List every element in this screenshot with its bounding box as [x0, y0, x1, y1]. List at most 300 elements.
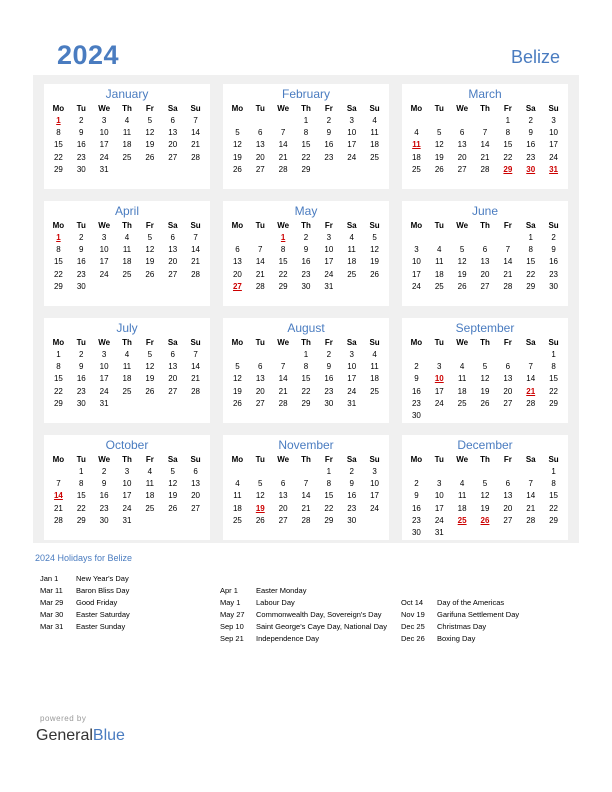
weekday-header: Su [548, 221, 559, 230]
day-cell: 20 [255, 386, 265, 396]
weekday-header: Sa [525, 455, 536, 464]
day-cell: 31 [324, 281, 334, 291]
day-cell: 11 [435, 257, 444, 267]
month-august [223, 318, 389, 423]
holiday-column [40, 573, 130, 633]
weekday-header: We [456, 455, 469, 464]
holiday-name: Easter Monday [256, 586, 307, 595]
holiday-date: Mar 30 [40, 610, 64, 619]
holiday-row [401, 621, 519, 633]
day-cell: 25 [232, 515, 242, 525]
day-cell: 19 [370, 257, 380, 267]
weekday-header: Su [190, 338, 201, 347]
day-cell: 14 [278, 374, 288, 384]
day-cell: 26 [232, 164, 242, 174]
weekday-header: Sa [346, 338, 357, 347]
holiday-name: New Year's Day [76, 574, 129, 583]
weekday-header: Th [480, 221, 490, 230]
day-cell: 28 [191, 269, 201, 279]
day-cell: 12 [457, 257, 467, 267]
holiday-row [40, 585, 130, 597]
weekday-header: We [456, 221, 469, 230]
day-cell: 5 [147, 350, 153, 359]
day-cell: 4 [235, 479, 240, 489]
holiday-row [220, 597, 387, 609]
weekday-header: Mo [231, 104, 244, 113]
day-cell: 17 [434, 386, 444, 396]
day-cell: 11 [122, 245, 132, 255]
day-cell: 29 [526, 281, 536, 291]
day-cell: 20 [168, 140, 178, 150]
day-cell: 14 [191, 362, 201, 372]
day-cell: 6 [258, 362, 263, 372]
day-cell: 22 [301, 152, 311, 162]
day-cell: 11 [122, 362, 132, 372]
day-cell: 1 [528, 233, 533, 242]
day-cell: 10 [122, 479, 132, 489]
holiday-date: Nov 19 [401, 610, 425, 619]
holiday-row [40, 597, 130, 609]
day-cell: 19 [232, 386, 242, 396]
day-cell: 16 [324, 140, 334, 150]
day-cell: 24 [99, 386, 109, 396]
day-cell: 9 [79, 245, 84, 255]
day-cell: 31 [122, 515, 132, 525]
day-cell: 14 [503, 257, 513, 267]
day-grid [223, 220, 389, 293]
day-cell: 28 [526, 515, 536, 525]
day-cell: 15 [549, 491, 559, 501]
day-cell: 10 [324, 245, 334, 255]
day-cell: 23 [411, 515, 421, 525]
holiday-row [401, 609, 519, 621]
day-cell: 6 [170, 350, 175, 359]
day-cell: 18 [370, 140, 380, 150]
holiday-row [220, 621, 387, 633]
day-cell: 1 [79, 467, 84, 476]
day-cell: 25 [370, 386, 380, 396]
day-cell: 23 [76, 152, 86, 162]
weekday-header: Mo [52, 104, 65, 113]
month-june [402, 201, 568, 306]
day-cell: 15 [53, 257, 63, 267]
weekday-header: Tu [255, 221, 265, 230]
day-cell: 26 [480, 398, 490, 408]
month-february [223, 84, 389, 189]
month-march [402, 84, 568, 189]
weekday-header: Tu [434, 104, 444, 113]
weekday-header: Fr [503, 338, 512, 347]
weekday-header: We [277, 455, 290, 464]
weekday-header: Sa [525, 104, 536, 113]
day-cell: 21 [480, 152, 490, 162]
empty-cell [47, 466, 70, 478]
day-cell: 18 [122, 140, 132, 150]
holidays-title: 2024 Holidays for Belize [35, 553, 133, 563]
day-cell: 20 [255, 152, 265, 162]
day-cell: 18 [457, 386, 467, 396]
empty-cell [405, 466, 428, 478]
day-cell: 28 [278, 398, 288, 408]
day-cell: 24 [549, 152, 559, 162]
day-cell: 13 [278, 491, 288, 501]
day-cell: 24 [347, 152, 357, 162]
day-cell: 26 [232, 398, 242, 408]
empty-cell [249, 115, 272, 127]
weekday-header: Fr [145, 455, 154, 464]
month-title: October [105, 438, 149, 452]
day-cell: 8 [79, 479, 84, 489]
day-cell: 25 [122, 386, 132, 396]
day-cell: 14 [526, 491, 536, 501]
day-cell: 23 [347, 503, 357, 513]
day-cell: 28 [503, 281, 513, 291]
day-cell: 22 [278, 269, 288, 279]
day-cell: 25 [434, 281, 444, 291]
day-cell: 18 [370, 374, 380, 384]
empty-cell [226, 232, 249, 244]
day-cell: 7 [280, 362, 286, 372]
holiday-day-cell: 1 [56, 233, 61, 242]
day-cell: 22 [76, 503, 86, 513]
empty-cell [295, 466, 318, 478]
day-cell: 2 [414, 479, 419, 489]
day-cell: 30 [76, 398, 86, 408]
month-july [44, 318, 210, 423]
holiday-row [220, 633, 387, 645]
day-cell: 30 [99, 515, 109, 525]
weekday-header: Fr [324, 104, 333, 113]
empty-cell [272, 349, 295, 361]
day-cell: 8 [551, 479, 556, 489]
day-cell: 19 [434, 152, 444, 162]
day-cell: 11 [457, 491, 467, 501]
day-cell: 25 [457, 398, 467, 408]
holiday-column [220, 585, 387, 645]
day-cell: 29 [301, 164, 311, 174]
day-cell: 7 [193, 350, 198, 359]
day-cell: 7 [258, 245, 263, 255]
day-cell: 10 [99, 128, 109, 138]
day-cell: 8 [505, 128, 511, 138]
day-cell: 9 [414, 491, 419, 501]
holiday-date: Dec 25 [401, 622, 425, 631]
day-cell: 14 [480, 140, 490, 150]
day-cell: 19 [145, 140, 155, 150]
day-cell: 21 [301, 503, 311, 513]
powered-by-text: powered by [40, 714, 87, 723]
day-cell: 26 [145, 152, 155, 162]
day-cell: 25 [370, 152, 380, 162]
empty-cell [226, 466, 249, 478]
weekday-header: Th [301, 338, 311, 347]
day-cell: 9 [326, 362, 332, 372]
day-cell: 31 [434, 527, 444, 537]
day-cell: 29 [53, 164, 63, 174]
month-september [402, 318, 568, 423]
weekday-header: Fr [324, 221, 333, 230]
day-cell: 30 [301, 281, 311, 291]
day-cell: 23 [324, 152, 334, 162]
day-cell: 17 [99, 257, 109, 267]
month-title: July [116, 321, 138, 335]
day-cell: 24 [99, 152, 109, 162]
day-cell: 9 [303, 245, 309, 255]
weekday-header: We [98, 338, 111, 347]
generalblue-logo[interactable] [36, 727, 125, 745]
day-cell: 29 [549, 398, 559, 408]
day-cell: 20 [278, 503, 288, 513]
day-cell: 18 [145, 491, 155, 501]
weekday-header: Th [122, 221, 132, 230]
day-cell: 14 [191, 245, 201, 255]
holiday-row [401, 597, 519, 609]
months-grid [44, 84, 568, 540]
weekday-header: Mo [231, 338, 244, 347]
day-cell: 24 [434, 398, 444, 408]
day-cell: 5 [437, 128, 442, 138]
weekday-header: We [98, 104, 111, 113]
day-cell: 21 [278, 386, 288, 396]
day-cell: 13 [168, 245, 178, 255]
weekday-header: Th [122, 455, 132, 464]
day-cell: 8 [56, 245, 61, 255]
day-cell: 19 [145, 257, 155, 267]
weekday-header: Su [548, 338, 559, 347]
weekday-header: Th [122, 104, 132, 113]
day-cell: 2 [101, 467, 107, 476]
weekday-header: Th [301, 455, 311, 464]
day-cell: 5 [482, 362, 488, 372]
day-cell: 18 [457, 503, 467, 513]
day-cell: 22 [53, 269, 63, 279]
holiday-date: May 27 [220, 610, 245, 619]
empty-cell [428, 349, 451, 361]
day-cell: 10 [347, 362, 357, 372]
month-may [223, 201, 389, 306]
day-cell: 16 [411, 386, 421, 396]
holiday-name: Saint George's Caye Day, National Day [256, 622, 387, 631]
day-cell: 18 [434, 269, 444, 279]
holiday-day-cell: 1 [56, 116, 61, 125]
day-cell: 18 [232, 503, 242, 513]
day-cell: 29 [278, 281, 288, 291]
day-cell: 12 [232, 140, 242, 150]
day-cell: 1 [303, 350, 309, 359]
day-cell: 11 [122, 128, 132, 138]
empty-cell [405, 232, 428, 244]
day-cell: 6 [170, 116, 175, 125]
day-cell: 29 [76, 515, 86, 525]
day-cell: 27 [255, 164, 265, 174]
day-cell: 21 [191, 140, 201, 150]
day-grid [223, 454, 389, 527]
day-cell: 27 [480, 281, 490, 291]
day-cell: 15 [76, 491, 86, 501]
day-grid [44, 103, 210, 176]
day-cell: 6 [482, 245, 488, 255]
empty-cell [272, 115, 295, 127]
weekday-header: Tu [255, 455, 265, 464]
day-cell: 12 [168, 479, 178, 489]
day-cell: 20 [503, 503, 513, 513]
day-cell: 30 [324, 398, 334, 408]
day-cell: 20 [168, 374, 178, 384]
day-cell: 19 [480, 503, 490, 513]
day-cell: 1 [551, 350, 556, 359]
day-cell: 1 [326, 467, 332, 476]
day-cell: 1 [303, 116, 309, 125]
day-cell: 23 [76, 269, 86, 279]
day-cell: 1 [56, 350, 61, 359]
weekday-header: Su [190, 221, 201, 230]
day-cell: 9 [101, 479, 107, 489]
day-cell: 29 [53, 281, 63, 291]
day-cell: 12 [370, 245, 380, 255]
day-cell: 11 [145, 479, 154, 489]
day-cell: 21 [53, 503, 63, 513]
day-cell: 7 [193, 116, 198, 125]
weekday-header: Th [122, 338, 132, 347]
day-cell: 11 [370, 362, 379, 372]
holiday-date: Jan 1 [40, 574, 59, 583]
day-cell: 27 [457, 164, 467, 174]
day-cell: 13 [255, 140, 265, 150]
weekday-header: Mo [231, 455, 244, 464]
empty-cell [428, 466, 451, 478]
day-cell: 26 [255, 515, 265, 525]
weekday-header: Mo [410, 338, 423, 347]
weekday-header: Fr [145, 104, 154, 113]
holiday-day-cell: 21 [526, 386, 536, 396]
day-cell: 2 [551, 233, 556, 242]
holiday-name: Easter Saturday [76, 610, 130, 619]
day-cell: 28 [191, 152, 201, 162]
day-cell: 6 [235, 245, 240, 255]
holiday-name: Day of the Americas [437, 598, 505, 607]
weekday-header: Mo [231, 221, 244, 230]
day-cell: 22 [503, 152, 513, 162]
holiday-column [401, 597, 519, 645]
weekday-header: Mo [52, 221, 65, 230]
weekday-header: Sa [346, 455, 357, 464]
weekday-header: We [98, 221, 111, 230]
holiday-name: Baron Bliss Day [76, 586, 130, 595]
day-cell: 9 [79, 128, 84, 138]
day-cell: 12 [480, 374, 490, 384]
weekday-header: Fr [503, 221, 512, 230]
day-cell: 9 [349, 479, 354, 489]
day-cell: 8 [551, 362, 556, 372]
weekday-header: Th [480, 104, 490, 113]
country-name: Belize [510, 47, 560, 67]
holiday-date: Sep 10 [220, 622, 244, 631]
weekday-header: Fr [503, 455, 512, 464]
empty-cell [519, 349, 542, 361]
day-cell: 15 [301, 140, 311, 150]
holiday-date: Mar 31 [40, 622, 64, 631]
day-cell: 10 [99, 245, 109, 255]
day-cell: 7 [280, 128, 286, 138]
holiday-day-cell: 19 [255, 503, 265, 513]
day-grid [44, 220, 210, 293]
weekday-header: We [277, 338, 290, 347]
month-december [402, 435, 568, 540]
day-cell: 30 [411, 410, 421, 420]
holiday-day-cell: 26 [480, 515, 490, 525]
day-cell: 3 [372, 467, 377, 476]
day-cell: 26 [457, 281, 467, 291]
day-cell: 28 [526, 398, 536, 408]
day-cell: 13 [168, 128, 178, 138]
day-cell: 29 [301, 398, 311, 408]
day-cell: 25 [347, 269, 357, 279]
day-cell: 24 [434, 515, 444, 525]
weekday-header: We [456, 338, 469, 347]
day-cell: 12 [145, 128, 155, 138]
day-cell: 18 [122, 257, 132, 267]
day-cell: 26 [434, 164, 444, 174]
weekday-header: Mo [52, 455, 65, 464]
day-cell: 8 [303, 362, 309, 372]
day-cell: 13 [168, 362, 178, 372]
day-cell: 15 [301, 374, 311, 384]
day-cell: 4 [372, 116, 377, 125]
day-cell: 17 [347, 140, 357, 150]
day-cell: 6 [258, 128, 263, 138]
day-cell: 3 [101, 116, 107, 125]
day-cell: 6 [170, 233, 175, 242]
empty-cell [496, 349, 519, 361]
weekday-header: Mo [52, 338, 65, 347]
empty-cell [249, 232, 272, 244]
day-cell: 17 [347, 374, 357, 384]
day-cell: 20 [232, 269, 242, 279]
day-cell: 13 [480, 257, 490, 267]
brand-part-general: General [36, 727, 93, 744]
day-cell: 14 [255, 257, 265, 267]
holiday-name: Boxing Day [437, 634, 476, 643]
day-cell: 19 [480, 386, 490, 396]
month-title: December [457, 438, 513, 452]
day-cell: 11 [370, 128, 379, 138]
day-cell: 15 [53, 140, 63, 150]
day-cell: 1 [505, 116, 511, 125]
holiday-row [401, 633, 519, 645]
holiday-date: Mar 29 [40, 598, 64, 607]
day-cell: 21 [191, 257, 201, 267]
weekday-header: Sa [167, 221, 178, 230]
day-cell: 26 [370, 269, 380, 279]
day-cell: 28 [301, 515, 311, 525]
holiday-row [220, 609, 387, 621]
day-cell: 22 [301, 386, 311, 396]
weekday-header: Fr [324, 338, 333, 347]
day-cell: 13 [457, 140, 467, 150]
day-cell: 17 [324, 257, 334, 267]
day-cell: 12 [434, 140, 444, 150]
day-cell: 4 [124, 233, 130, 242]
month-title: June [471, 204, 499, 218]
day-cell: 27 [278, 515, 288, 525]
day-cell: 21 [278, 152, 288, 162]
holiday-name: Good Friday [76, 598, 118, 607]
holiday-name: Christmas Day [437, 622, 487, 631]
weekday-header: Su [369, 221, 380, 230]
weekday-header: Mo [410, 104, 423, 113]
holiday-row [40, 573, 130, 585]
day-cell: 8 [56, 362, 61, 372]
